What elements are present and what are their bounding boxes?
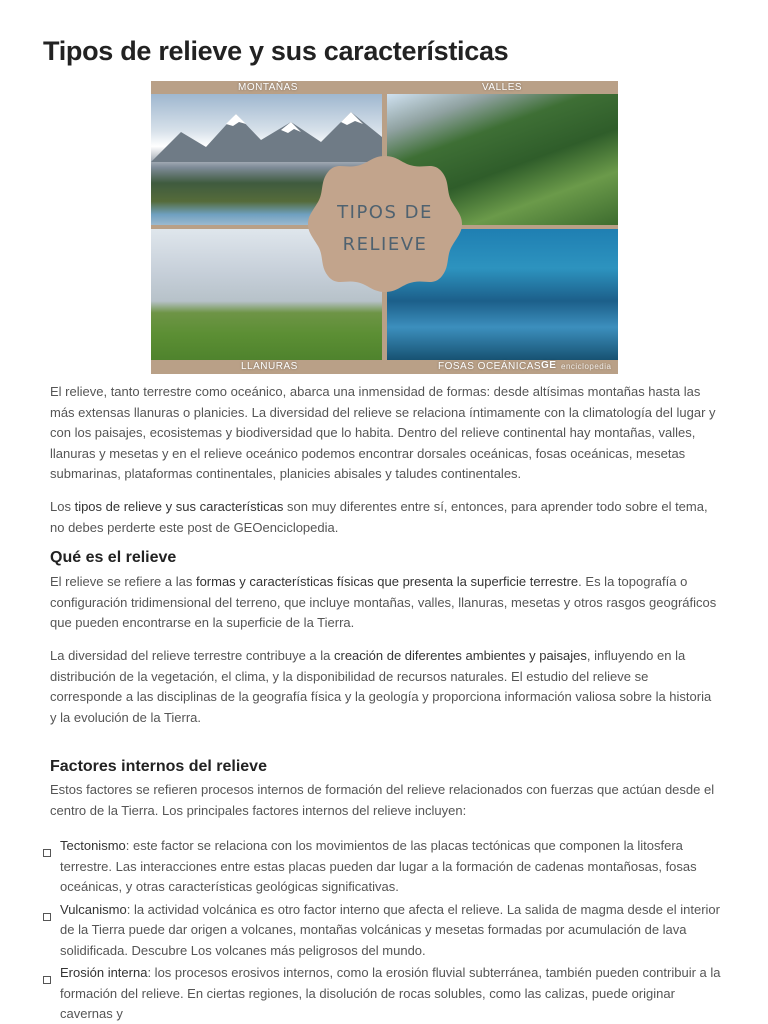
- section1-paragraph-2: [50, 646, 720, 728]
- page-title: Tipos de relieve y sus características: [43, 36, 509, 66]
- s1p1-text-a: El relieve se refiere a las: [50, 574, 196, 589]
- s1p1-strong: formas y características físicas que presenta la superficie terrestre: [195, 574, 579, 589]
- intro-paragraph: El relieve, tanto terrestre como oceánico, abarca una inmensidad de formas: desde altísimas montañas hasta las más extensas llanuras o planicies. La diversidad del relieve se relaciona íntimamente con la climatología del lugar y con los paisajes, ecosistemas y biodiversidad que lo habita. Dentro del relieve continental hay montañas, valles, llanuras y mesetas y en el relieve oceánico podemos encontrar dorsales oceánicas, fosas oceánicas, mesetas submarinas, plataformas continentales, planicies abisales y taludes continentales.: [50, 384, 716, 481]
- factor-text: : los procesos erosivos internos, como la erosión fluvial subterránea, también pueden contribuir a la formación del relieve. En ciertas regiones, la disolución de rocas solubles, como las calizas, puede originar cavernas y: [60, 965, 721, 1021]
- paragraph-2: [50, 497, 720, 538]
- hero-image: [151, 81, 618, 374]
- para2-strong: tipos de relieve y sus características: [74, 499, 284, 514]
- s1p1-text-b: . Es la topografía o configuración tridimensional del terreno, que incluye montañas, valles, llanuras, mesetas y otros rasgos geográficos que pueden encontrarse en la superficie de la Tierra.: [50, 574, 717, 630]
- square-bullet-icon: [43, 913, 51, 921]
- s1p2-text-b: , influyendo en la distribución de la vegetación, el clima, y la disponibilidad de recursos naturales. El estudio del relieve se corresponde a las disciplinas de la geografía física y la geología y proporciona información valiosa sobre la historia y la evolución de la Tierra.: [50, 648, 712, 725]
- factor-term: Tectonismo: [60, 838, 126, 853]
- factor-text: : la actividad volcánica es otro factor interno que afecta el relieve. La salida de magma desde el interior de la Tierra puede dar origen a volcanes, montañas volcánicas y mesetas formadas por acumulación de lava solidificada. Descubre Los volcanes más peligrosos del mundo.: [60, 901, 720, 958]
- mountain-peaks-graphic: [151, 102, 382, 162]
- square-bullet-icon: [43, 976, 51, 984]
- list-item: [43, 900, 723, 962]
- section2-intro: Estos factores se refieren procesos internos de formación del relieve relacionados con fuerzas que actúan desde el centro de la Tierra. Los principales factores internos del relieve incluyen:: [50, 782, 715, 818]
- label-plains: LLANURAS: [241, 361, 298, 372]
- geo-logo-sub: enciclopedia: [561, 362, 612, 371]
- s1p2-strong: creación de diferentes ambientes y paisajes: [333, 648, 587, 663]
- geo-logo: GE: [541, 360, 557, 371]
- para2-text-a: Los: [50, 499, 75, 514]
- badge-line-1: TIPOS DE: [337, 202, 433, 223]
- section-heading-que-es: Qué es el relieve: [50, 549, 177, 566]
- section-heading-factores: Factores internos del relieve: [50, 758, 267, 775]
- label-valleys: VALLES: [482, 82, 523, 93]
- para2-text-b: son muy diferentes entre sí, entonces, para aprender todo sobre el tema, no debes perderte este post de GEOenciclopedia.: [50, 499, 708, 535]
- badge-line-2: RELIEVE: [342, 234, 428, 255]
- square-bullet-icon: [43, 849, 51, 857]
- factor-term: Erosión interna: [60, 965, 148, 980]
- factors-list: [43, 836, 723, 1024]
- s1p2-text-a: La diversidad del relieve terrestre contribuye a la: [50, 648, 334, 663]
- label-mountains: MONTAÑAS: [238, 82, 298, 93]
- factor-text: : este factor se relaciona con los movimientos de las placas tectónicas que componen la litosfera terrestre. Las interacciones entre estas placas pueden dar lugar a la formación de cadenas montañosas, fosas oceánicas, y otras características geológicas significativas.: [60, 838, 697, 894]
- list-item: [43, 836, 723, 898]
- factor-term: Vulcanismo: [60, 901, 127, 917]
- list-item: [43, 963, 723, 1024]
- section1-paragraph-1: [50, 572, 720, 634]
- label-ocean-trenches: FOSAS OCEÁNICAS: [438, 361, 542, 372]
- scalloped-badge: [306, 154, 464, 294]
